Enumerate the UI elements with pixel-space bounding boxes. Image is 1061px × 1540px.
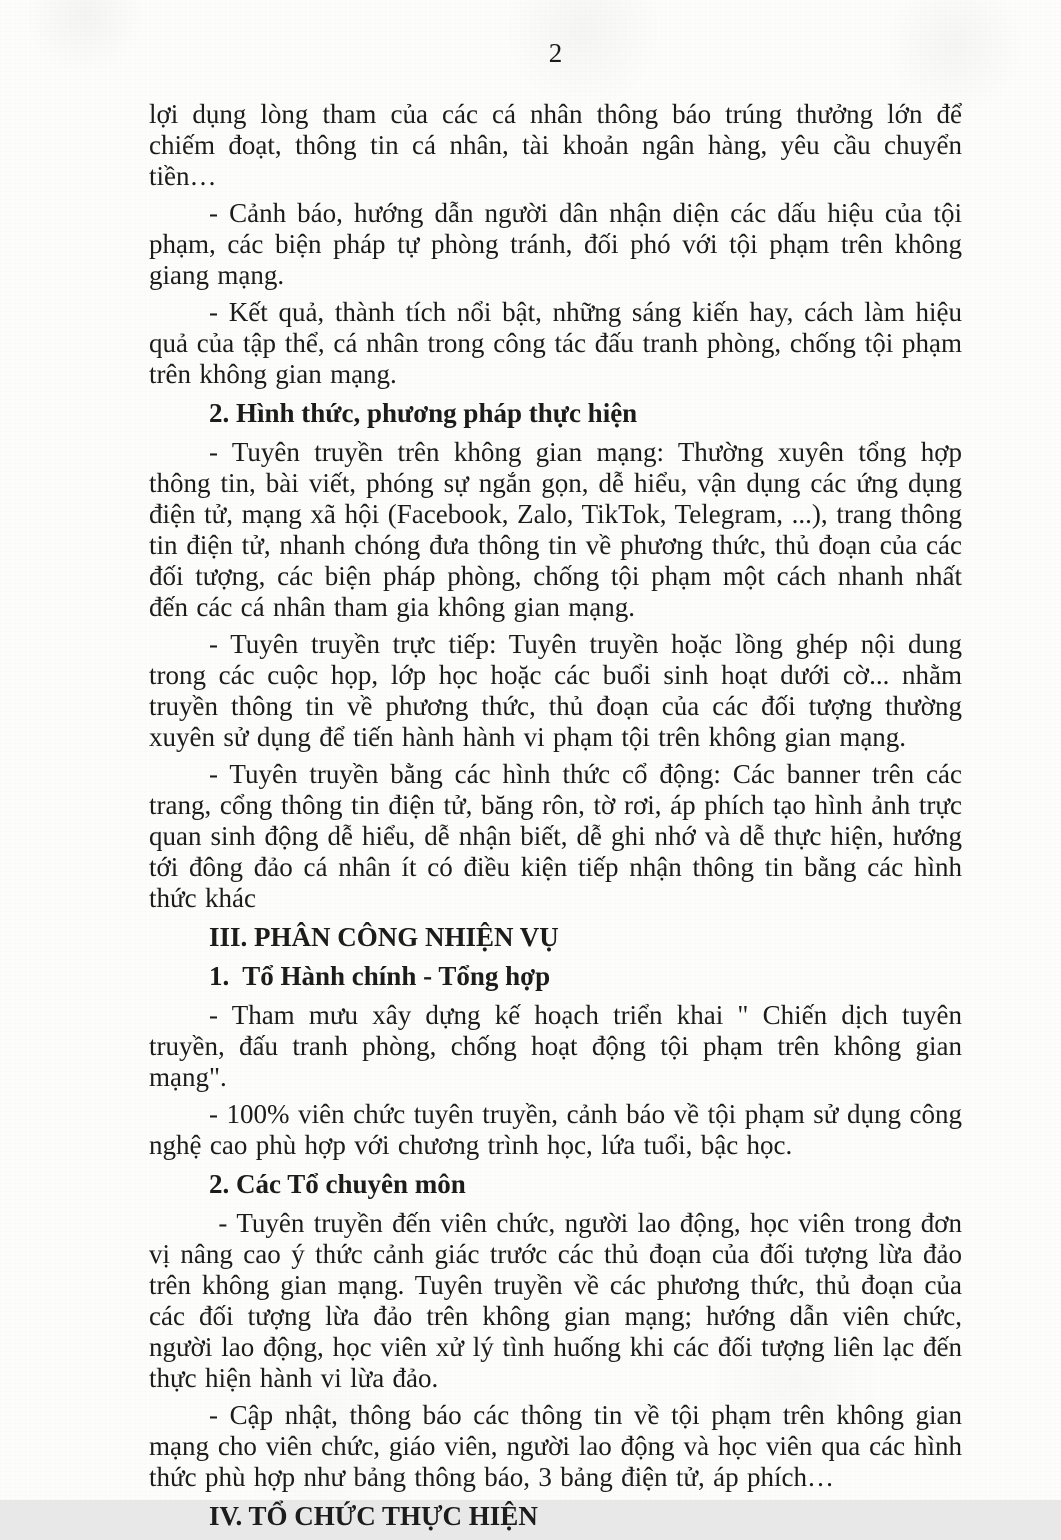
- body-paragraph-tham-muu: - Tham mưu xây dựng kế hoạch triển khai " Chiến dịch tuyên truyền, đấu tranh phòng, chống hoạt động tội phạm trên không gian mạng".: [149, 1000, 962, 1092]
- document-content: [149, 38, 962, 1540]
- heading-cac-to-chuyen-mon: 2. Các Tổ chuyên môn: [209, 1169, 466, 1199]
- body-paragraph-canh-bao: - Cảnh báo, hướng dẫn người dân nhận diện các dấu hiệu của tội phạm, các biện pháp tự phòng tránh, đối phó với tội phạm trên không giang mạng.: [149, 198, 962, 290]
- body-paragraph-tuyen-truyen-co-dong: - Tuyên truyền bằng các hình thức cổ động: Các banner trên các trang, cổng thông tin điện tử, băng rôn, tờ rơi, áp phích tạo hình ảnh trực quan sinh động dễ hiểu, dễ nhận biết, dễ ghi nhớ và dễ thực hiện, hướng tới đông đảo cá nhân ít có điều kiện tiếp nhận thông tin bằng các hình thức khác: [149, 759, 962, 913]
- heading-hinh-thuc-phuong-phap: 2. Hình thức, phương pháp thực hiện: [209, 398, 638, 428]
- body-paragraph-tuyen-truyen-truc-tiep: - Tuyên truyền trực tiếp: Tuyên truyền hoặc lồng ghép nội dung trong các cuộc họp, lớp học hoặc các buổi sinh hoạt dưới cờ... nhằm truyền thông tin về phương thức, thủ đoạn của các đối tượng thường xuyên sử dụng để tiến hành hành vi phạm tội trên không gian mạng.: [149, 629, 962, 752]
- body-paragraph-tuyen-truyen-vien-chuc: - Tuyên truyền đến viên chức, người lao động, học viên trong đơn vị nâng cao ý thức cảnh giác trước các thủ đoạn của đối tượng lừa đảo trên không gian mạng. Tuyên truyền về các phương thức, thủ đoạn của các đối tượng lừa đảo trên không gian mạng; hướng dẫn viên chức, người lao động, học viên xử lý tình huống khi các đối tượng liên lạc đến thực hiện hành vi lừa đảo.: [149, 1208, 962, 1393]
- body-paragraph-cap-nhat: - Cập nhật, thông báo các thông tin về tội phạm trên không gian mạng cho viên chức, giáo viên, người lao động và học viên qua các hình thức phù hợp như bảng thông báo, 3 bảng điện tử, áp phích…: [149, 1400, 962, 1492]
- body-paragraph-continuation: lợi dụng lòng tham của các cá nhân thông báo trúng thưởng lớn để chiếm đoạt, thông tin cá nhân, tài khoản ngân hàng, yêu cầu chuyển tiền…: [149, 99, 962, 191]
- body-paragraph-tuyen-truyen-kgm: - Tuyên truyền trên không gian mạng: Thường xuyên tổng hợp thông tin, bài viết, phóng sự ngắn gọn, dễ hiểu, vận dụng các ứng dụng điện tử, mạng xã hội (Facebook, Zalo, TikTok, Telegram, ...), trang thông tin điện tử, nhanh chóng đưa thông tin về phương thức, thủ đoạn của các đối tượng, các biện pháp phòng, chống tội phạm một cách nhanh nhất đến các cá nhân tham gia không gian mạng.: [149, 437, 962, 622]
- body-paragraph-100-phan-tram: - 100% viên chức tuyên truyền, cảnh báo về tội phạm sử dụng công nghệ cao phù hợp với chương trình học, lứa tuổi, bậc học.: [149, 1099, 962, 1160]
- heading-to-hanh-chinh-tong-hop: 1. Tổ Hành chính - Tổng hợp: [209, 961, 551, 991]
- heading-phan-cong-nhiem-vu: III. PHÂN CÔNG NHIỆN VỤ: [209, 922, 559, 952]
- page-number: 2: [548, 38, 563, 68]
- heading-to-chuc-thuc-hien: IV. TỔ CHỨC THỰC HIỆN: [209, 1501, 538, 1531]
- body-paragraph-ket-qua: - Kết quả, thành tích nổi bật, những sáng kiến hay, cách làm hiệu quả của tập thể, cá nhân trong công tác đấu tranh phòng, chống tội phạm trên không gian mạng.: [149, 297, 962, 389]
